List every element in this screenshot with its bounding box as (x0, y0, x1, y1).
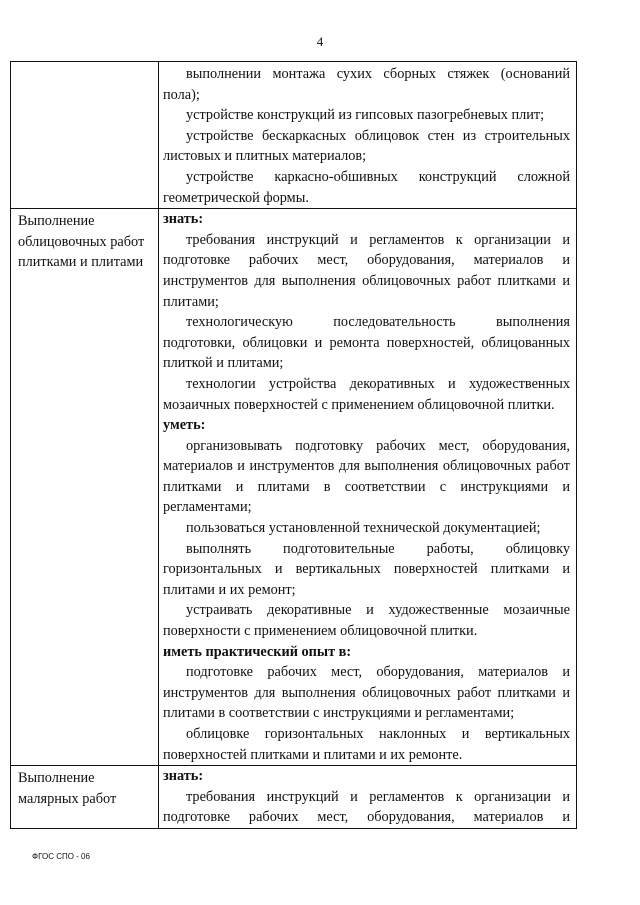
requirements-cell (159, 766, 577, 829)
experience-heading: иметь практический опыт в: (163, 643, 352, 660)
activity-cell (11, 766, 159, 829)
requirement-item: выполнении монтажа сухих сборных стяжек (оснований пола); (163, 66, 570, 103)
know-heading: знать: (163, 768, 204, 785)
activity-name (18, 62, 154, 64)
requirement-item: технологии устройства декоративных и художественных мозаичных поверхностей с применением облицовочной плитки. (163, 375, 570, 413)
activity-name: Выполнение облицовочных работ плитками и плитами (18, 213, 145, 271)
requirement-item: организовывать подготовку рабочих мест, оборудования, материалов и инструментов для выполнения облицовочных работ плитками и плитами в соответствии с инструкциями и регламентами; (163, 437, 570, 516)
requirement-item: устраивать декоративные и художественные мозаичные поверхности с применением облицовочной плитки. (163, 602, 570, 640)
activity-name: Выполнение малярных работ (18, 770, 117, 807)
requirement-item: устройстве конструкций из гипсовых пазогребневых плит; (186, 107, 545, 124)
competency-table (10, 61, 577, 829)
activity-cell (11, 209, 159, 766)
requirement-item: выполнять подготовительные работы, облицовку горизонтальных и вертикальных поверхностей плитками и плитами и их ремонт; (163, 540, 570, 598)
requirement-item: требования инструкций и регламентов к организации и подготовке рабочих мест, оборудования, материалов и инструментов для выполнения облицовочных работ плитками и плитами; (163, 231, 570, 310)
requirement-item: подготовке рабочих мест, оборудования, материалов и инструментов для выполнения облицовочных работ плитками и плитами в соответствии с инструкциями и регламентами; (163, 664, 570, 722)
requirement-item: требования инструкций и регламентов к организации и подготовке рабочих мест, оборудования, материалов и (163, 788, 570, 826)
document-code: ФГОС СПО - 06 (32, 852, 90, 861)
activity-cell (11, 62, 159, 209)
requirements-cell (159, 62, 577, 209)
requirement-item: устройстве каркасно-обшивных конструкций сложной геометрической формы. (163, 168, 570, 206)
page-number: 4 (316, 34, 324, 49)
table-row (11, 766, 577, 829)
know-heading: знать: (163, 211, 204, 228)
requirement-item: облицовке горизонтальных наклонных и вертикальных поверхностей плитками и плитами и их ремонте. (163, 726, 570, 763)
table-row (11, 209, 577, 766)
requirement-item: технологическую последовательность выполнения подготовки, облицовки и ремонта поверхностей, облицованных плиткой и плитами; (163, 314, 570, 372)
can-heading: уметь: (163, 417, 206, 434)
requirement-item: устройстве бескаркасных облицовок стен из строительных листовых и плитных материалов; (163, 127, 570, 165)
requirement-item: пользоваться установленной технической документацией; (186, 520, 541, 537)
table-row (11, 62, 577, 209)
requirements-cell (159, 209, 577, 766)
